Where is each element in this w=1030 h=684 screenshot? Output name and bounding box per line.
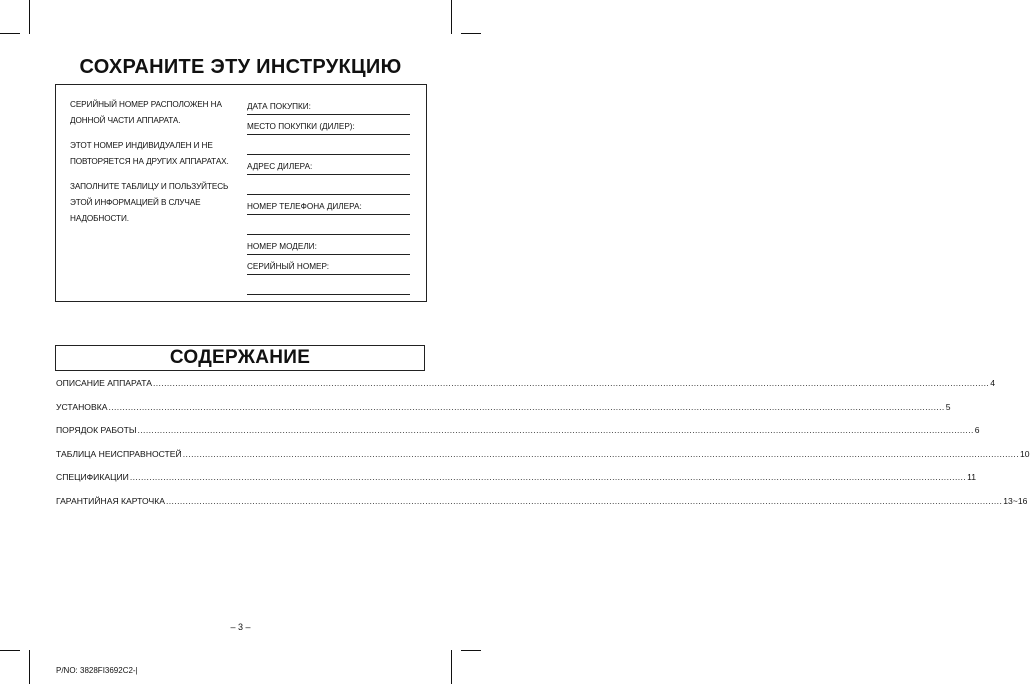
purchase-date-field[interactable]: ДАТА ПОКУПКИ: bbox=[247, 95, 410, 115]
dealer-address-blank-line[interactable] bbox=[247, 175, 410, 195]
serial-info-text bbox=[70, 97, 235, 236]
part-number: P/NO: 3828FI3692C2-| bbox=[56, 666, 138, 675]
owner-info-box bbox=[55, 84, 427, 302]
fill-table-paragraph: ЗАПОЛНИТЕ ТАБЛИЦУ И ПОЛЬЗУЙТЕСЬ ЭТОЙ ИНФОРМАЦИЕЙ В СЛУЧАЕ НАДОБНОСТИ. bbox=[70, 182, 229, 223]
crop-mark bbox=[0, 33, 20, 34]
toc-entry[interactable]: ПОРЯДОК РАБОТЫ ............................................................................................................................................................................................................................................................................................................ 6 bbox=[56, 425, 980, 436]
owner-record-form bbox=[247, 95, 410, 295]
toc-entry[interactable]: СПЕЦИФИКАЦИИ ............................................................................................................................................................................................................................................................................................................ 11 bbox=[56, 472, 977, 483]
dealer-phone-field[interactable]: НОМЕР ТЕЛЕФОНА ДИЛЕРА: bbox=[247, 195, 410, 215]
crop-mark bbox=[29, 650, 30, 684]
unique-number-paragraph: ЭТОТ НОМЕР ИНДИВИДУАЛЕН И НЕ ПОВТОРЯЕТСЯ НА ДРУГИХ АППАРАТАХ. bbox=[70, 141, 229, 166]
dealer-address-field[interactable]: АДРЕС ДИЛЕРА: bbox=[247, 155, 410, 175]
serial-location-paragraph: СЕРИЙНЫЙ НОМЕР РАСПОЛОЖЕН НА ДОННОЙ ЧАСТИ АППАРАТА. bbox=[70, 100, 222, 125]
toc-entry[interactable]: УСТАНОВКА ............................................................................................................................................................................................................................................................................................................ 5 bbox=[56, 401, 951, 412]
crop-mark bbox=[461, 650, 481, 651]
model-number-field[interactable]: НОМЕР МОДЕЛИ: bbox=[247, 235, 410, 255]
table-of-contents bbox=[56, 378, 1030, 520]
toc-entry[interactable]: ОПИСАНИЕ АППАРАТА ............................................................................................................................................................................................................................................................................................................ 4 bbox=[56, 378, 996, 388]
crop-mark bbox=[29, 0, 30, 34]
crop-mark bbox=[451, 0, 452, 34]
crop-mark bbox=[451, 650, 452, 684]
dealer-place-blank-line[interactable] bbox=[247, 135, 410, 155]
serial-number-blank-line[interactable] bbox=[247, 275, 410, 295]
toc-entry[interactable]: ТАБЛИЦА НЕИСПРАВНОСТЕЙ ............................................................................................................................................................................................................................................................................................................ 10 bbox=[56, 448, 1030, 459]
toc-entry[interactable]: ГАРАНТИЙНАЯ КАРТОЧКА ............................................................................................................................................................................................................................................................................................................ 13~16 bbox=[56, 495, 1028, 506]
dealer-phone-blank-line[interactable] bbox=[247, 215, 410, 235]
crop-mark bbox=[461, 33, 481, 34]
save-instructions-title: СОХРАНИТЕ ЭТУ ИНСТРУКЦИЮ bbox=[79, 56, 402, 78]
dealer-place-field[interactable]: МЕСТО ПОКУПКИ (ДИЛЕР): bbox=[247, 115, 410, 135]
crop-mark bbox=[0, 650, 20, 651]
page-number: – 3 – bbox=[230, 622, 251, 632]
serial-number-field[interactable]: СЕРИЙНЫЙ НОМЕР: bbox=[247, 255, 410, 275]
contents-heading: СОДЕРЖАНИЕ bbox=[55, 345, 425, 371]
